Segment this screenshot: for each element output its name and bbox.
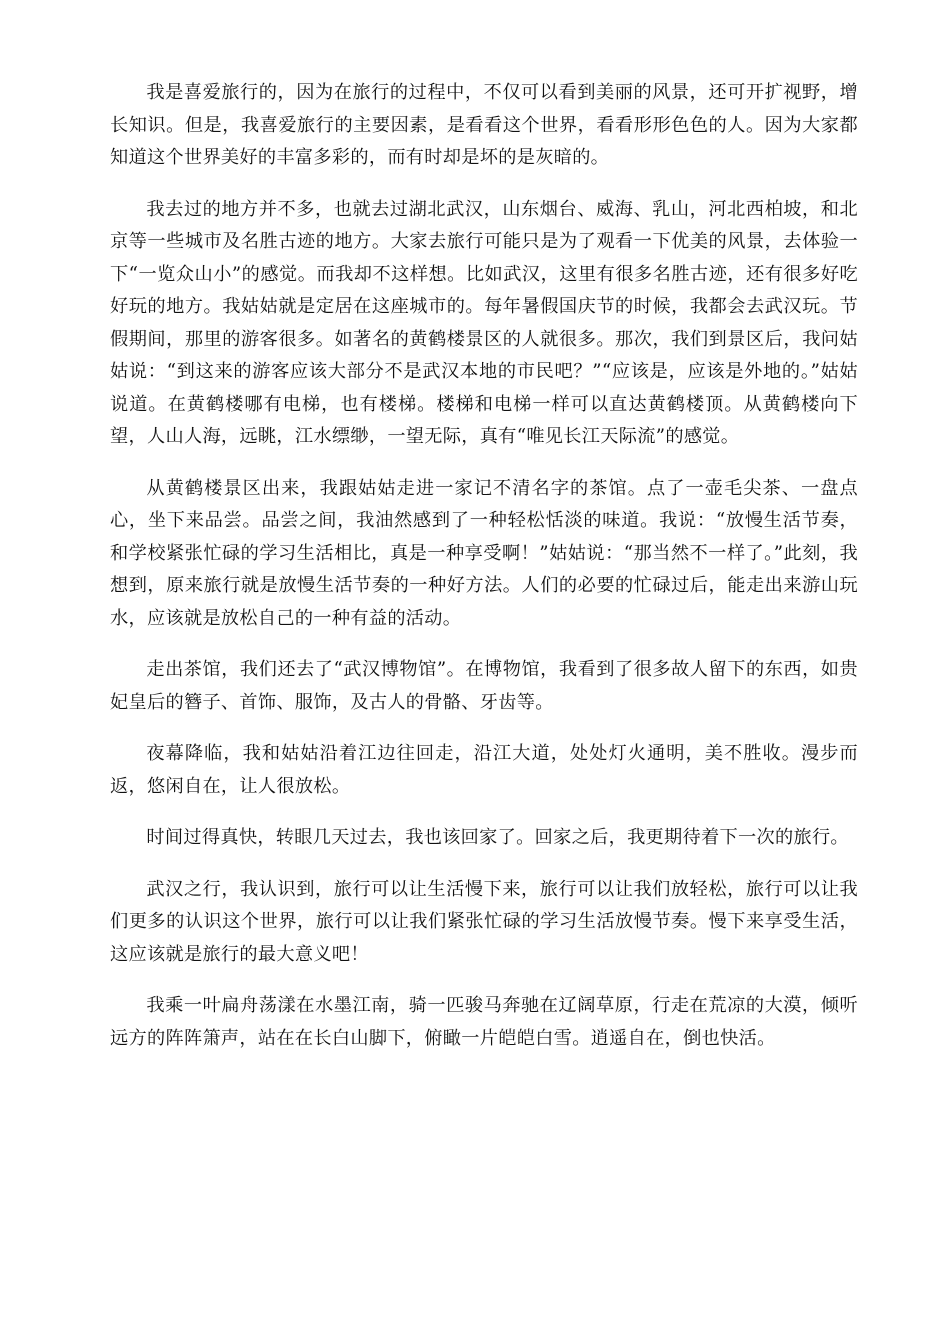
paragraph-teahouse: 从黄鹤楼景区出来，我跟姑姑走进一家记不清名字的茶馆。点了一壶毛尖茶、一盘点心，坐下来品尝。品尝之间，我油然感到了一种轻松恬淡的味道。我说：“放慢生活节奏，和学校紧张忙碌的学习生活相比，真是一种享受啊！”姑姑说：“那当然不一样了。”此刻，我想到，原来旅行就是放慢生活节奏的一种好方法。人们的必要的忙碌过后，能走出来游山玩水，应该就是放松自己的一种有益的活动。 — [110, 477, 858, 629]
paragraph-riverside-night: 夜幕降临，我和姑姑沿着江边往回走，沿江大道，处处灯火通明，美不胜收。漫步而返，悠闲自在，让人很放松。 — [110, 743, 858, 797]
paragraph-reflection: 武汉之行，我认识到，旅行可以让生活慢下来，旅行可以让我们放轻松，旅行可以让我们更多的认识这个世界，旅行可以让我们紧张忙碌的学习生活放慢节奏。慢下来享受生活，这应该就是旅行的最大意义吧！ — [110, 878, 858, 965]
paragraph-museum: 走出茶馆，我们还去了“武汉博物馆”。在博物馆，我看到了很多故人留下的东西，如贵妃皇后的簪子、首饰、服饰，及古人的骨骼、牙齿等。 — [110, 659, 858, 713]
paragraph-intro: 我是喜爱旅行的，因为在旅行的过程中，不仅可以看到美丽的风景，还可开扩视野，增长知识。但是，我喜爱旅行的主要因素，是看看这个世界，看看形形色色的人。因为大家都知道这个世界美好的丰富多彩的，而有时却是坏的是灰暗的。 — [110, 82, 858, 168]
paragraph-return-home: 时间过得真快，转眼几天过去，我也该回家了。回家之后，我更期待着下一次的旅行。 — [146, 827, 849, 848]
document-page — [110, 77, 858, 1074]
paragraph-closing: 我乘一叶扁舟荡漾在水墨江南，骑一匹骏马奔驰在辽阔草原，行走在荒凉的大漠，倾听远方的阵阵箫声，站在在长白山脚下，俯瞰一片皑皑白雪。逍遥自在，倒也快活。 — [110, 995, 858, 1049]
paragraph-places-visited: 我去过的地方并不多，也就去过湖北武汉，山东烟台、威海、乳山，河北西柏坡，和北京等一些城市及名胜古迹的地方。大家去旅行可能只是为了观看一下优美的风景，去体验一下“一览众山小”的感觉。而我却不这样想。比如武汉，这里有很多名胜古迹，还有很多好吃好玩的地方。我姑姑就是定居在这座城市的。每年暑假国庆节的时候，我都会去武汉玩。节假期间，那里的游客很多。如著名的黄鹤楼景区的人就很多。那次，我们到景区后，我问姑姑说：“到这来的游客应该大部分不是武汉本地的市民吧？”“应该是，应该是外地的。”姑姑说道。在黄鹤楼哪有电梯，也有楼梯。楼梯和电梯一样可以直达黄鹤楼顶。从黄鹤楼向下望，人山人海，远眺，江水缥缈，一望无际，真有“唯见长江天际流”的感觉。 — [110, 198, 858, 447]
